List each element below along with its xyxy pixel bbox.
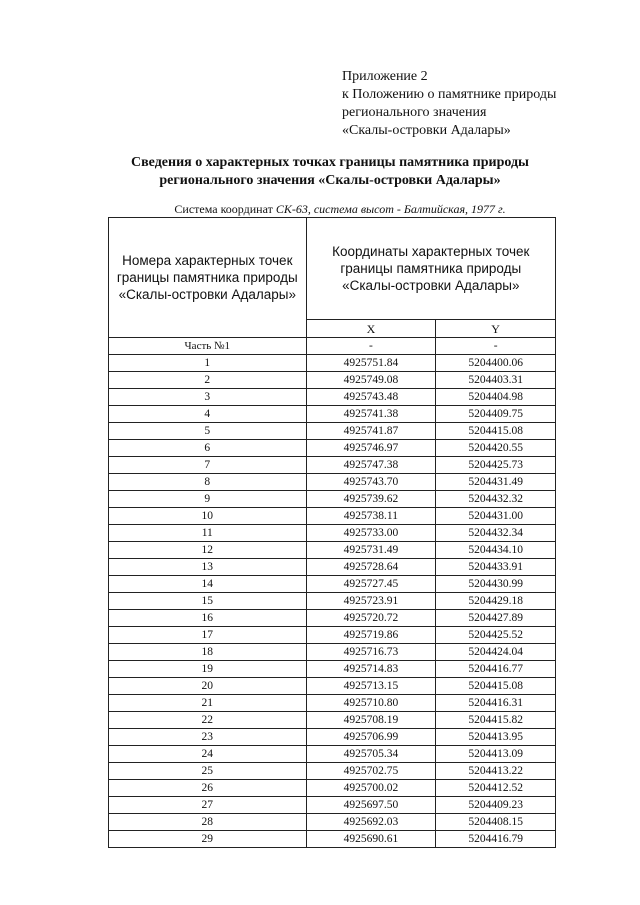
table-row: [109, 491, 556, 508]
table-body: [109, 338, 556, 848]
y-coordinate-cell: 5204415.08: [436, 423, 556, 440]
x-coordinate-cell: 4925708.19: [306, 712, 436, 729]
x-coordinate-cell: 4925727.45: [306, 576, 436, 593]
table-row: [109, 797, 556, 814]
coordinate-system-value: СК-63, система высот - Балтийская, 1977 г.: [275, 202, 506, 216]
point-number-cell: 26: [109, 780, 307, 797]
x-coordinate-cell: 4925706.99: [306, 729, 436, 746]
y-coordinate-cell: 5204416.79: [436, 831, 556, 848]
document-title: [100, 154, 560, 190]
table-row: [109, 423, 556, 440]
point-number-cell: 2: [109, 372, 307, 389]
appendix-line: к Положению о памятнике природы: [342, 87, 557, 102]
appendix-line: Приложение 2: [342, 69, 428, 84]
point-number-cell: 15: [109, 593, 307, 610]
y-coordinate-cell: 5204420.55: [436, 440, 556, 457]
point-number-cell: 8: [109, 474, 307, 491]
x-coordinate-cell: 4925719.86: [306, 627, 436, 644]
x-coordinate-cell: 4925710.80: [306, 695, 436, 712]
table-row: [109, 559, 556, 576]
y-coordinate-cell: 5204404.98: [436, 389, 556, 406]
table-row: [109, 576, 556, 593]
point-number-cell: 4: [109, 406, 307, 423]
table-row: [109, 474, 556, 491]
x-coordinate-cell: 4925716.73: [306, 644, 436, 661]
point-number-cell: 22: [109, 712, 307, 729]
y-coordinate-cell: 5204415.82: [436, 712, 556, 729]
part-label: Часть №1: [109, 338, 307, 355]
y-coordinate-cell: 5204427.89: [436, 610, 556, 627]
table-row: [109, 355, 556, 372]
x-coordinate-cell: 4925739.62: [306, 491, 436, 508]
boundary-points-table: [108, 217, 556, 848]
point-number-cell: 24: [109, 746, 307, 763]
x-coordinate-cell: 4925741.87: [306, 423, 436, 440]
table-row: [109, 678, 556, 695]
y-coordinate-cell: 5204403.31: [436, 372, 556, 389]
table-row: [109, 610, 556, 627]
y-coordinate-cell: 5204409.75: [436, 406, 556, 423]
y-coordinate-cell: 5204431.00: [436, 508, 556, 525]
y-coordinate-cell: 5204409.23: [436, 797, 556, 814]
x-coordinate-cell: 4925751.84: [306, 355, 436, 372]
point-number-cell: 10: [109, 508, 307, 525]
x-coordinate-cell: 4925746.97: [306, 440, 436, 457]
table-row: [109, 780, 556, 797]
table-row: [109, 661, 556, 678]
part-y: -: [436, 338, 556, 355]
x-coordinate-cell: 4925720.72: [306, 610, 436, 627]
point-number-cell: 27: [109, 797, 307, 814]
x-coordinate-cell: 4925702.75: [306, 763, 436, 780]
y-coordinate-cell: 5204415.08: [436, 678, 556, 695]
x-coordinate-cell: 4925723.91: [306, 593, 436, 610]
table-row: [109, 831, 556, 848]
point-number-cell: 25: [109, 763, 307, 780]
table-row: [109, 508, 556, 525]
table-row: [109, 695, 556, 712]
x-coordinate-cell: 4925747.38: [306, 457, 436, 474]
y-coordinate-cell: 5204413.09: [436, 746, 556, 763]
y-coordinate-cell: 5204413.95: [436, 729, 556, 746]
x-coordinate-cell: 4925697.50: [306, 797, 436, 814]
table-row: [109, 389, 556, 406]
x-coordinate-cell: 4925741.38: [306, 406, 436, 423]
point-number-cell: 20: [109, 678, 307, 695]
table-row: [109, 542, 556, 559]
table-row: [109, 457, 556, 474]
x-coordinate-cell: 4925690.61: [306, 831, 436, 848]
y-coordinate-cell: 5204432.34: [436, 525, 556, 542]
part-row: [109, 338, 556, 355]
point-number-cell: 3: [109, 389, 307, 406]
y-coordinate-cell: 5204400.06: [436, 355, 556, 372]
table-row: [109, 406, 556, 423]
table-row: [109, 372, 556, 389]
x-coordinate-cell: 4925692.03: [306, 814, 436, 831]
point-number-cell: 14: [109, 576, 307, 593]
point-number-cell: 1: [109, 355, 307, 372]
y-coordinate-cell: 5204412.52: [436, 780, 556, 797]
y-coordinate-cell: 5204431.49: [436, 474, 556, 491]
table-row: [109, 729, 556, 746]
point-number-cell: 18: [109, 644, 307, 661]
point-number-cell: 16: [109, 610, 307, 627]
table-row: [109, 440, 556, 457]
table-row: [109, 763, 556, 780]
table-row: [109, 814, 556, 831]
y-coordinate-cell: 5204429.18: [436, 593, 556, 610]
x-column-header: X: [306, 320, 436, 338]
point-number-cell: 11: [109, 525, 307, 542]
point-number-cell: 21: [109, 695, 307, 712]
y-coordinate-cell: 5204432.32: [436, 491, 556, 508]
y-coordinate-cell: 5204408.15: [436, 814, 556, 831]
part-x: -: [306, 338, 436, 355]
point-number-cell: 6: [109, 440, 307, 457]
table-row: [109, 593, 556, 610]
point-number-cell: 9: [109, 491, 307, 508]
x-coordinate-cell: 4925731.49: [306, 542, 436, 559]
coordinate-system-note: [150, 202, 530, 216]
point-number-cell: 23: [109, 729, 307, 746]
point-number-cell: 12: [109, 542, 307, 559]
x-coordinate-cell: 4925705.34: [306, 746, 436, 763]
x-coordinate-cell: 4925743.70: [306, 474, 436, 491]
table-row: [109, 644, 556, 661]
y-coordinate-cell: 5204413.22: [436, 763, 556, 780]
appendix-block: [342, 68, 556, 140]
y-coordinate-cell: 5204425.52: [436, 627, 556, 644]
point-number-cell: 19: [109, 661, 307, 678]
x-coordinate-cell: 4925728.64: [306, 559, 436, 576]
coordinate-system-prefix: Система координат: [174, 202, 276, 216]
y-column-header: Y: [436, 320, 556, 338]
point-number-header: Номера характерных точек границы памятника природы «Скалы-островки Адалары»: [109, 218, 307, 338]
point-number-cell: 29: [109, 831, 307, 848]
x-coordinate-cell: 4925700.02: [306, 780, 436, 797]
point-number-cell: 5: [109, 423, 307, 440]
y-coordinate-cell: 5204430.99: [436, 576, 556, 593]
x-coordinate-cell: 4925738.11: [306, 508, 436, 525]
y-coordinate-cell: 5204434.10: [436, 542, 556, 559]
x-coordinate-cell: 4925743.48: [306, 389, 436, 406]
y-coordinate-cell: 5204425.73: [436, 457, 556, 474]
coordinates-header: Координаты характерных точек границы памятника природы «Скалы-островки Адалары»: [306, 218, 555, 320]
appendix-line: «Скалы-островки Адалары»: [342, 123, 511, 138]
table-row: [109, 746, 556, 763]
point-number-cell: 13: [109, 559, 307, 576]
x-coordinate-cell: 4925714.83: [306, 661, 436, 678]
y-coordinate-cell: 5204416.31: [436, 695, 556, 712]
y-coordinate-cell: 5204424.04: [436, 644, 556, 661]
table-row: [109, 627, 556, 644]
table-row: [109, 712, 556, 729]
table-row: [109, 525, 556, 542]
title-line-2: регионального значения «Скалы-островки Адалары»: [159, 173, 501, 188]
point-number-cell: 7: [109, 457, 307, 474]
point-number-cell: 17: [109, 627, 307, 644]
y-coordinate-cell: 5204416.77: [436, 661, 556, 678]
x-coordinate-cell: 4925749.08: [306, 372, 436, 389]
appendix-line: регионального значения: [342, 105, 487, 120]
y-coordinate-cell: 5204433.91: [436, 559, 556, 576]
x-coordinate-cell: 4925733.00: [306, 525, 436, 542]
title-line-1: Сведения о характерных точках границы памятника природы: [131, 155, 529, 170]
x-coordinate-cell: 4925713.15: [306, 678, 436, 695]
point-number-cell: 28: [109, 814, 307, 831]
